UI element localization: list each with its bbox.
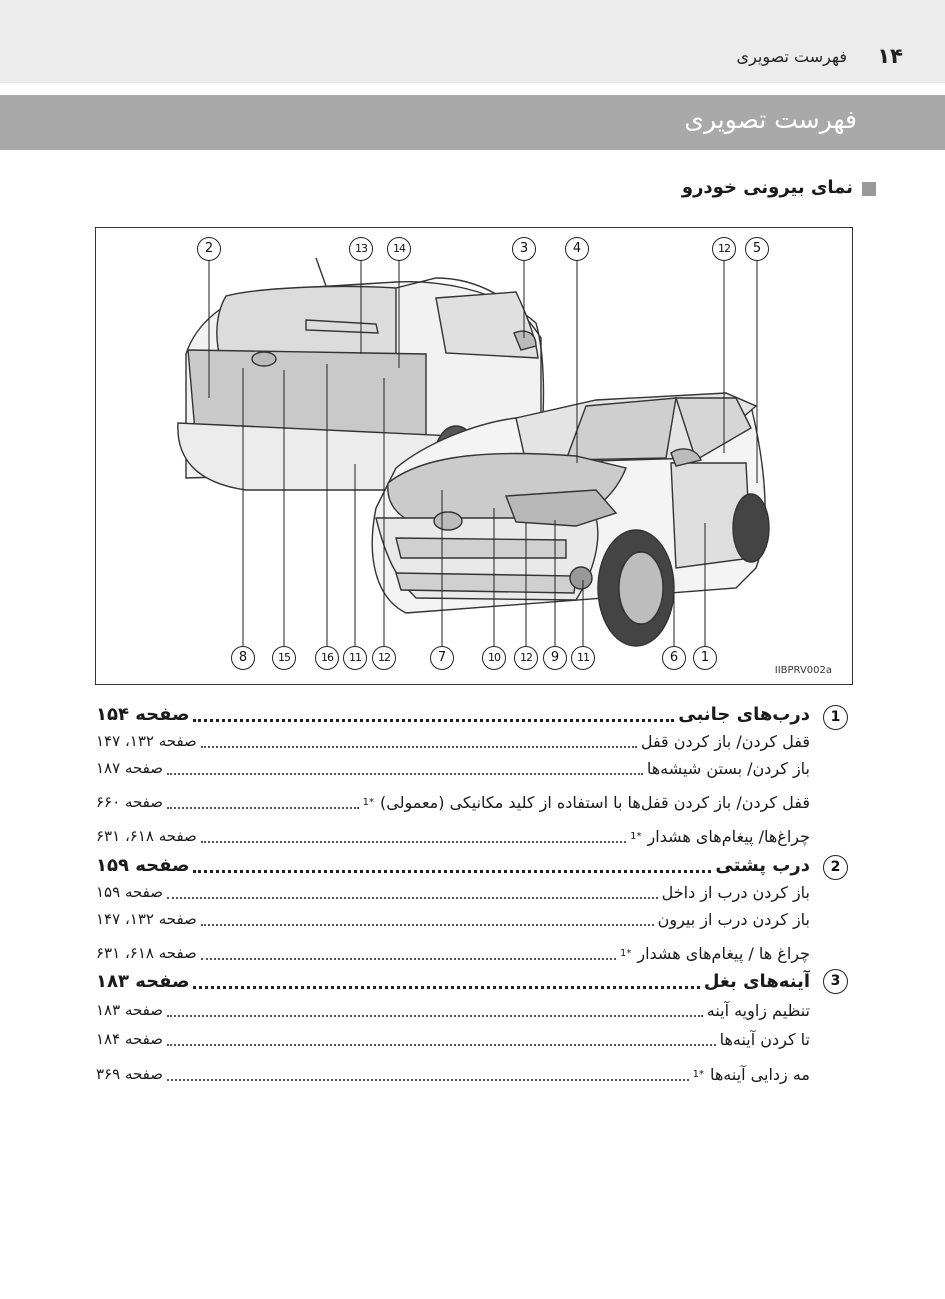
toc-label: باز کردن درب از بیرون: [657, 909, 810, 929]
bullet-3: 3: [823, 969, 848, 994]
leader-dots: [193, 858, 711, 873]
toc-label: چراغ ها / پیغام‌های هشدار: [637, 943, 810, 963]
toc-label: تا کردن آینه‌ها: [719, 1029, 810, 1049]
toc-row: [96, 879, 810, 905]
callout-11: 11: [571, 646, 595, 670]
toc-page: صفحه ۱۵۴: [96, 703, 190, 725]
toc-label: آینه‌های بغل: [703, 970, 810, 992]
toc-row: [96, 823, 810, 849]
callout-1: 1: [693, 646, 717, 670]
toc-page: صفحه ۶۶۰: [96, 793, 163, 811]
toc-row: [96, 728, 810, 754]
figure-code: IIBPRV002a: [774, 665, 832, 676]
footnote-mark: *1: [362, 796, 374, 808]
footnote-mark: *1: [692, 1068, 704, 1080]
header-title: فهرست تصویری: [736, 47, 847, 66]
toc-row-side-mirrors: [96, 968, 810, 994]
vehicle-illustration: [96, 228, 852, 684]
section-title: نمای بیرونی خودرو: [681, 177, 853, 198]
toc-page: صفحه ۶۱۸، ۶۳۱: [96, 827, 197, 845]
callout-4: 4: [565, 237, 589, 261]
callout-5: 5: [745, 237, 769, 261]
toc-label: درب‌های جانبی: [678, 703, 810, 725]
toc-page: صفحه ۱۸۳: [96, 1001, 163, 1019]
page-header-bar: [0, 0, 945, 83]
callout-14: 14: [387, 237, 411, 261]
leader-dots: [167, 1032, 716, 1046]
callout-15: 15: [272, 646, 296, 670]
toc-row-side-doors: [96, 701, 810, 727]
toc-label: قفل کردن/ باز کردن قفل‌ها با استفاده از کلید مکانیکی (معمولی): [379, 792, 810, 812]
toc-label: چراغ‌ها/ پیغام‌های هشدار: [647, 826, 810, 846]
toc-label: باز کردن درب از داخل: [661, 882, 810, 902]
toc-page: صفحه ۱۸۷: [96, 759, 163, 777]
toc-label: قفل کردن/ باز کردن قفل: [640, 731, 810, 751]
toc-label: تنظیم زاویه آینه: [706, 1000, 810, 1020]
toc-page: صفحه ۱۳۲، ۱۴۷: [96, 732, 197, 750]
toc-label: مه زدایی آینه‌ها: [709, 1064, 810, 1084]
toc-row: [96, 1026, 810, 1052]
section-marker-icon: [862, 182, 876, 196]
leader-dots: [167, 1067, 689, 1081]
toc-row: [96, 940, 810, 966]
bullet-1: 1: [823, 705, 848, 730]
callout-13: 13: [349, 237, 373, 261]
callout-12: 12: [712, 237, 736, 261]
leader-dots: [201, 946, 616, 960]
leader-dots: [167, 795, 359, 809]
chapter-title: فهرست تصویری: [684, 105, 857, 134]
leader-dots: [167, 761, 643, 775]
callout-3: 3: [512, 237, 536, 261]
toc-page: صفحه ۶۱۸، ۶۳۱: [96, 944, 197, 962]
callout-16: 16: [315, 646, 339, 670]
toc-row: [96, 789, 810, 815]
vehicle-exterior-figure: [95, 227, 853, 685]
leader-dots: [201, 912, 654, 926]
callout-8: 8: [231, 646, 255, 670]
callout-2: 2: [197, 237, 221, 261]
leader-dots: [167, 1003, 703, 1017]
footnote-mark: *1: [619, 947, 632, 959]
callout-12: 12: [372, 646, 396, 670]
toc-page: صفحه ۱۵۹: [96, 883, 163, 901]
leader-dots: [167, 885, 658, 899]
toc-page: صفحه ۱۳۲، ۱۴۷: [96, 910, 197, 928]
toc-label: درب پشتی: [715, 854, 810, 876]
bullet-2: 2: [823, 855, 848, 880]
leader-dots: [193, 707, 674, 722]
toc-row: [96, 997, 810, 1023]
toc-label: باز کردن/ بستن شیشه‌ها: [646, 758, 810, 778]
toc-row: [96, 1061, 810, 1087]
callout-9: 9: [543, 646, 567, 670]
toc-row: [96, 906, 810, 932]
toc-row: [96, 755, 810, 781]
page-number: ۱۴: [877, 44, 903, 68]
callout-10: 10: [482, 646, 506, 670]
toc-page: صفحه ۱۸۳: [96, 970, 190, 992]
callout-7: 7: [430, 646, 454, 670]
leader-dots: [201, 829, 626, 843]
toc-page: صفحه ۳۶۹: [96, 1065, 163, 1083]
callout-12: 12: [514, 646, 538, 670]
leader-dots: [193, 974, 699, 989]
callout-6: 6: [662, 646, 686, 670]
callout-11: 11: [343, 646, 367, 670]
toc-page: صفحه ۱۵۹: [96, 854, 190, 876]
toc-row-back-door: [96, 852, 810, 878]
leader-dots: [201, 734, 637, 748]
toc-page: صفحه ۱۸۴: [96, 1030, 163, 1048]
footnote-mark: *1: [630, 830, 642, 842]
